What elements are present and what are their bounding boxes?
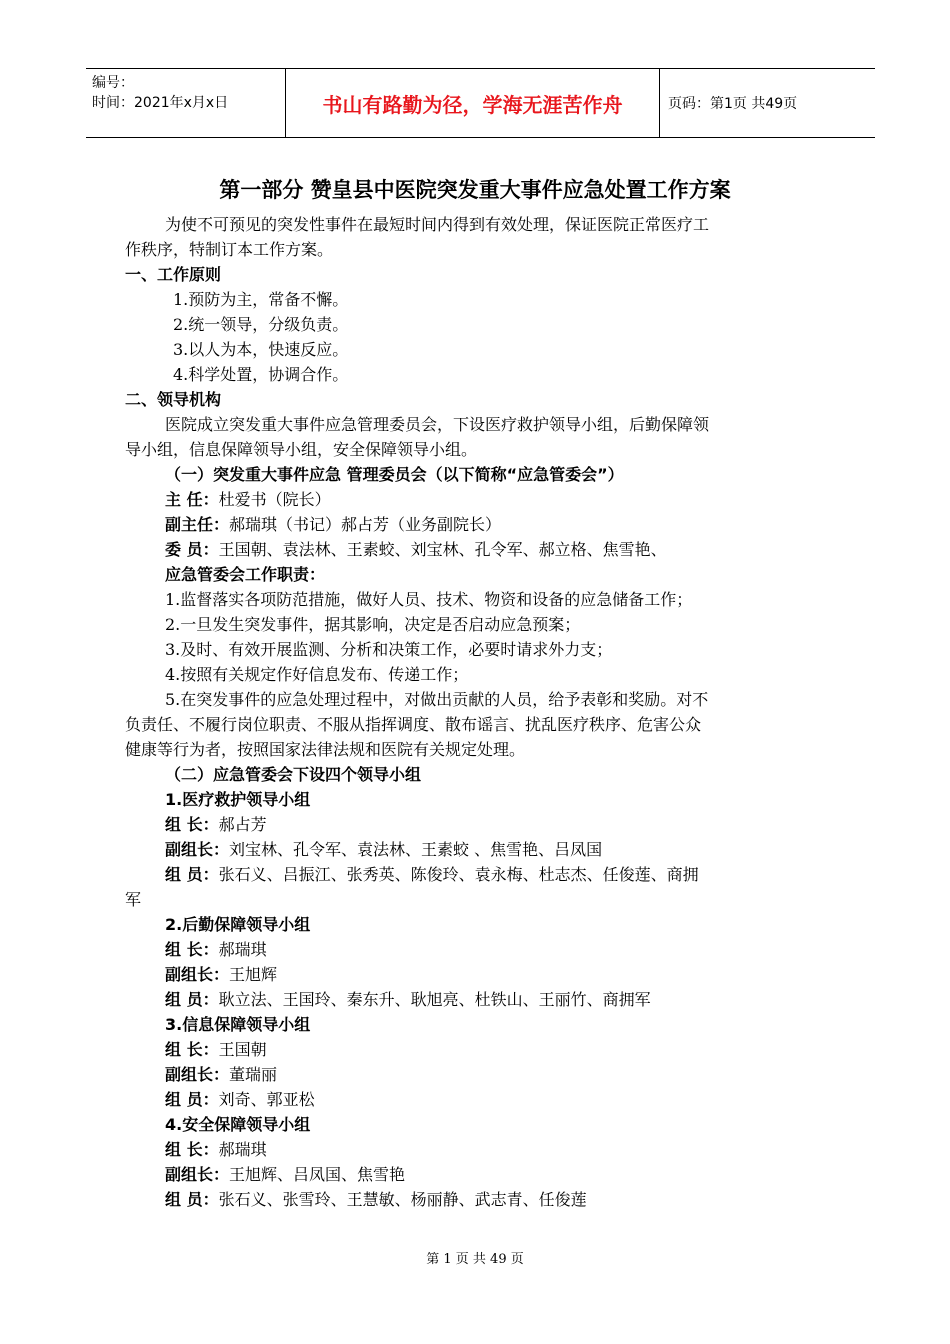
document-header	[86, 68, 875, 138]
role-label: 组 长：	[165, 1140, 219, 1159]
role-value: 王旭辉、吕凤国、焦雪艳	[229, 1165, 406, 1184]
role-label: 组 员：	[165, 990, 219, 1009]
principle-item: 4.科学处置，协调合作。	[173, 365, 349, 384]
role-label: 组 员：	[165, 865, 219, 884]
role-label: 副组长：	[165, 1065, 230, 1084]
duty-item: 5.在突发事件的应急处理过程中，对做出贡献的人员，给予表彰和奖励。对不	[165, 690, 709, 709]
header-motto: 书山有路勤为径，学海无涯苦作舟	[285, 69, 660, 137]
principle-item: 1.预防为主，常备不懈。	[173, 290, 349, 309]
role-label: 副组长：	[165, 840, 230, 859]
section-heading: 二、领导机构	[125, 390, 222, 409]
role-value: 董瑞丽	[229, 1065, 278, 1084]
group-leader-line	[165, 1037, 267, 1062]
group-leader-line	[165, 812, 267, 837]
duty-item-continued: 健康等行为者，按照国家法律法规和医院有关规定处理。	[125, 740, 526, 759]
intro-line-1: 为使不可预见的突发性事件在最短时间内得到有效处理，保证医院正常医疗工	[165, 215, 710, 234]
group-vice-line	[165, 1162, 405, 1187]
page-title: 第一部分 赞皇县中医院突发重大事件应急处置工作方案	[219, 178, 731, 202]
duty-item: 1.监督落实各项防范措施，做好人员、技术、物资和设备的应急储备工作；	[165, 590, 693, 609]
role-label: 副组长：	[165, 965, 230, 984]
header-time: 时间：2021年x月x日	[92, 95, 229, 111]
role-value: 耿立法、王国玲、秦东升、耿旭亮、杜铁山、王丽竹、商拥军	[218, 990, 651, 1009]
header-meta	[92, 73, 228, 113]
group-vice-line	[165, 962, 277, 987]
group-vice-line	[165, 1062, 277, 1087]
group-name: 1.医疗救护领导小组	[165, 790, 311, 809]
role-value: 张石义、张雪玲、王慧敏、杨丽静、武志青、任俊莲	[218, 1190, 587, 1209]
vice-director-line	[165, 512, 501, 537]
group-leader-line	[165, 937, 267, 962]
duty-item-continued: 负责任、不履行岗位职责、不服从指挥调度、散布谣言、扰乱医疗秩序、危害公众	[125, 715, 702, 734]
principle-item: 3.以人为本，快速反应。	[173, 340, 349, 359]
group-leader-line	[165, 1137, 267, 1162]
director-line	[165, 487, 331, 512]
group-members-line	[165, 1087, 315, 1112]
group-members-line	[165, 1187, 587, 1212]
group-name: 3.信息保障领导小组	[165, 1015, 311, 1034]
role-label: 组 员：	[165, 1190, 219, 1209]
header-number: 编号：	[92, 75, 134, 91]
section-heading: 一、工作原则	[125, 265, 222, 284]
paragraph-line: 医院成立突发重大事件应急管理委员会，下设医疗救护领导小组，后勤保障领	[165, 415, 710, 434]
group-name: 2.后勤保障领导小组	[165, 915, 311, 934]
intro-line-2: 作秩序，特制订本工作方案。	[125, 240, 334, 259]
paragraph-line: 导小组，信息保障领导小组，安全保障领导小组。	[125, 440, 478, 459]
group-name: 4.安全保障领导小组	[165, 1115, 311, 1134]
duty-item: 2.一旦发生突发事件，据其影响，决定是否启动应急预案；	[165, 615, 581, 634]
role-value: 郝瑞琪	[218, 1140, 267, 1159]
role-value: 王旭辉	[229, 965, 278, 984]
role-label: 组 长：	[165, 940, 219, 959]
principle-item: 2.统一领导，分级负责。	[173, 315, 349, 334]
header-page-info: 页码：第1页 共49页	[668, 96, 798, 112]
page-footer: 第 1 页 共 49 页	[426, 1252, 524, 1267]
role-label: 副组长：	[165, 1165, 230, 1184]
duties-heading: 应急管委会工作职责：	[165, 565, 326, 584]
role-value: 杜爱书（院长）	[218, 490, 331, 509]
role-label: 组 员：	[165, 1090, 219, 1109]
role-label: 组 长：	[165, 1040, 219, 1059]
subsection-heading: （二）应急管委会下设四个领导小组	[165, 765, 422, 784]
role-value: 刘宝林、孔令军、袁法林、王素蛟 、焦雪艳、吕凤国	[229, 840, 603, 859]
role-label: 组 长：	[165, 815, 219, 834]
group-vice-line	[165, 837, 602, 862]
role-value: 郝占芳	[218, 815, 267, 834]
group-members-line	[165, 862, 699, 887]
members-line	[165, 537, 667, 562]
role-value: 王国朝、袁法林、王素蛟、刘宝林、孔令军、郝立格、焦雪艳、	[218, 540, 667, 559]
role-label: 副主任：	[165, 515, 230, 534]
group-members-line	[165, 987, 651, 1012]
role-label: 主 任：	[165, 490, 219, 509]
role-value: 郝瑞琪	[218, 940, 267, 959]
role-label: 委 员：	[165, 540, 219, 559]
duty-item: 4.按照有关规定作好信息发布、传递工作；	[165, 665, 469, 684]
role-value: 王国朝	[218, 1040, 267, 1059]
subsection-heading: （一）突发重大事件应急 管理委员会（以下简称“应急管委会”）	[165, 465, 624, 484]
group-members-continued: 军	[125, 890, 142, 909]
duty-item: 3.及时、有效开展监测、分析和决策工作，必要时请求外力支；	[165, 640, 613, 659]
role-value: 刘奇、郭亚松	[218, 1090, 315, 1109]
role-value: 郝瑞琪（书记）郝占芳（业务副院长）	[229, 515, 502, 534]
role-value: 张石义、吕振江、张秀英、陈俊玲、袁永梅、杜志杰、任俊莲、商拥	[218, 865, 699, 884]
